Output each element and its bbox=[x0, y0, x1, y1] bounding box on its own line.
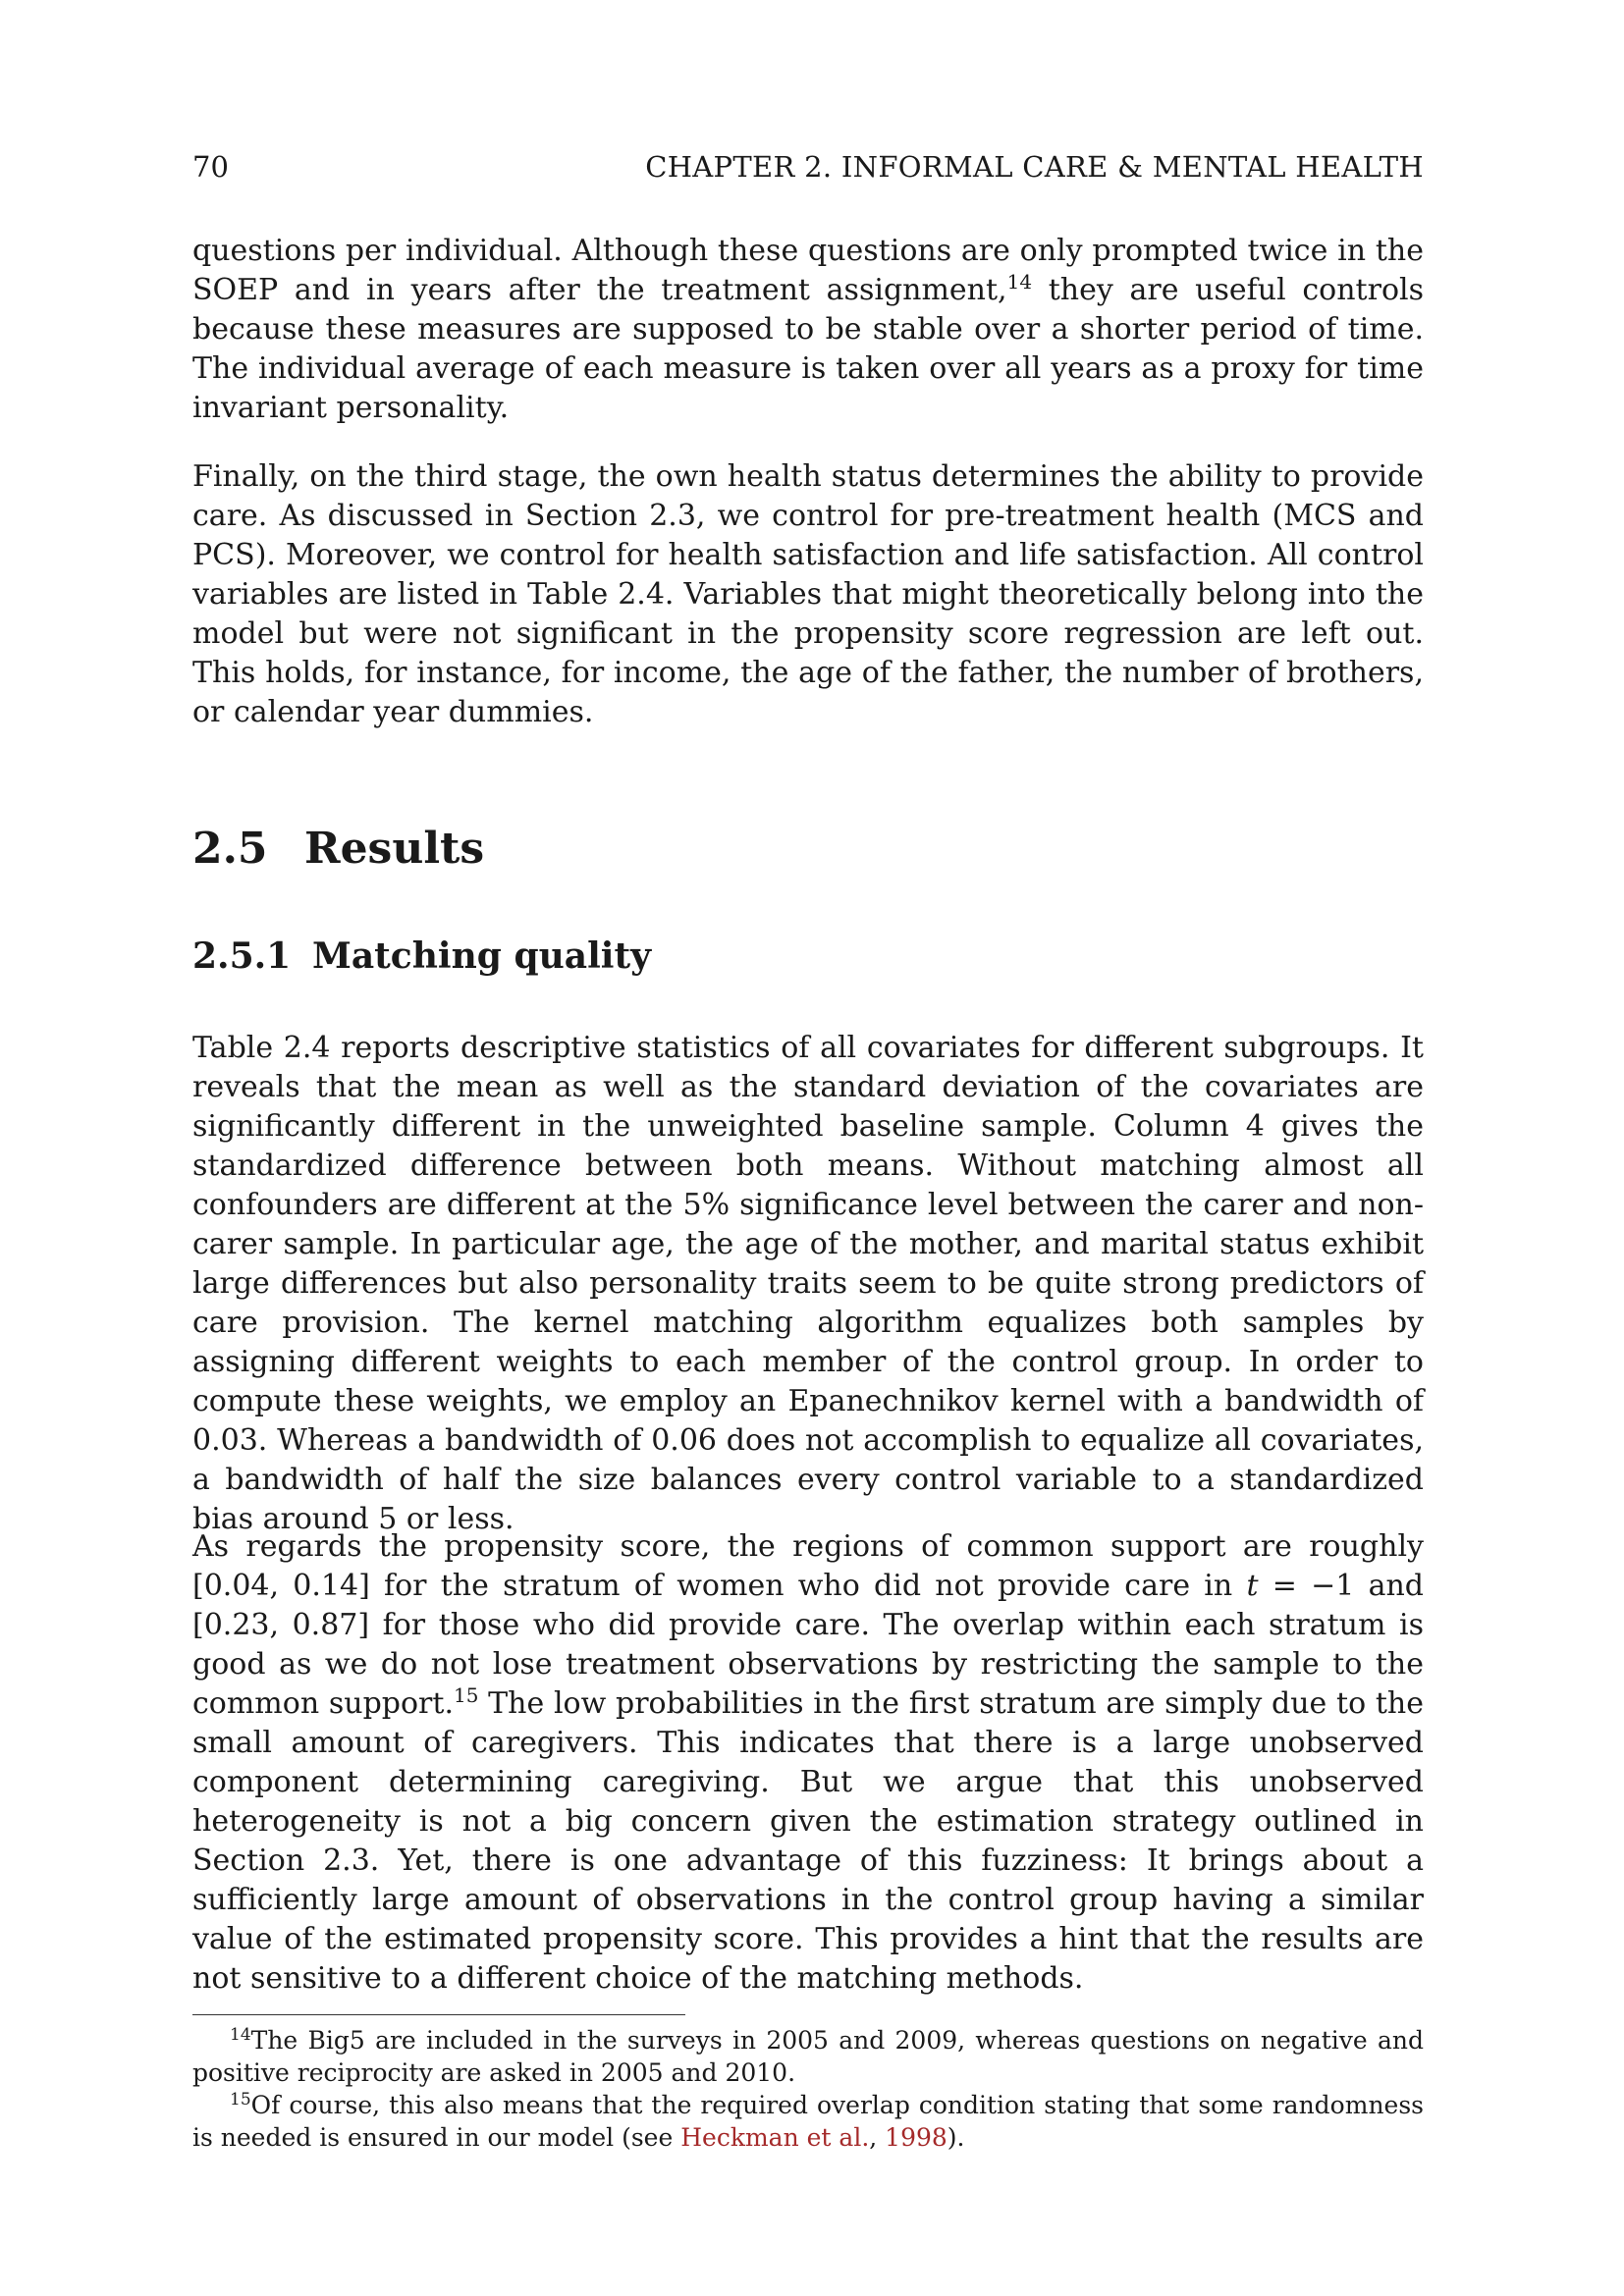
paragraph-health-controls: Finally, on the third stage, the own health status determines the ability to provide care. As discussed in Section 2.3, we control for pre-treatment health (MCS and PCS). Moreover, we control for health satisfaction and life satisfaction. All control variables are listed in Table 2.4. Variables that might theoretically belong into the model but were not significant in the propensity score regression are left out. This holds, for instance, for income, the age of the father, the number of brothers, or calendar year dummies. bbox=[192, 459, 1424, 729]
interval-stratum-2: [0.23, 0.87] bbox=[192, 1608, 370, 1642]
footnote-14: $^{14}$The Big5 are included in the surveys in 2005 and 2009, whereas questions on negative and positive reciprocity are asked in 2005 and 2010. bbox=[192, 2025, 1424, 2087]
footnote-mark: 14 bbox=[230, 2025, 251, 2045]
footnote-ref-14[interactable]: 14 bbox=[1006, 270, 1033, 294]
paragraph-personality-controls: questions per individual. Although these questions are only prompted twice in the SOEP and in years after the treatment assignment,$^{14}$ they are useful controls because these measures are supposed to be stable over a shorter period of time. The individual average of each measure is taken over all years as a proxy for time invariant personality. bbox=[192, 234, 1424, 425]
subsection-title: Matching quality bbox=[312, 935, 652, 977]
footnote-ref-15[interactable]: 15 bbox=[453, 1683, 479, 1707]
section-title: Results bbox=[304, 824, 485, 874]
subsection-number: 2.5.1 bbox=[192, 935, 292, 977]
footnote-divider bbox=[192, 2014, 685, 2015]
chapter-title: CHAPTER 2. INFORMAL CARE & MENTAL HEALTH bbox=[645, 150, 1424, 184]
interval-stratum-1: [0.04, 0.14] bbox=[192, 1569, 370, 1603]
page-number: 70 bbox=[192, 150, 229, 184]
footnote-15: $^{15}$Of course, this also means that the required overlap condition stating that some randomness is needed is ensured in our model (see Heckman et al., 1998). bbox=[192, 2090, 1424, 2152]
section-number: 2.5 bbox=[192, 824, 268, 874]
paragraph-common-support: As regards the propensity score, the regions of common support are roughly [0.04, 0.14] for the stratum of women who did not provide care in t = −1 and [0.23, 0.87] for those who did provide care. The overlap within each stratum is good as we do not lose treatment observations by restricting the sample to the common support.$^{15}$ The low probabilities in the first stratum are simply due to the small amount of caregivers. This indicates that there is a large unobserved component determining caregiving. But we argue that this unobserved heterogeneity is not a big concern given the estimation strategy outlined in Section 2.3. Yet, there is one advantage of this fuzziness: It brings about a sufficiently large amount of observations in the control group having a similar value of the estimated propensity score. This provides a hint that the results are not sensitive to a different choice of the matching methods. bbox=[192, 1529, 1425, 1996]
math-t-equals-minus-one: t = −1 bbox=[1246, 1569, 1355, 1603]
subsection-heading-matching-quality bbox=[192, 934, 651, 978]
citation-link-year[interactable]: 1998 bbox=[885, 2123, 947, 2152]
paragraph-matching-quality: Table 2.4 reports descriptive statistics of all covariates for different subgroups. It reveals that the mean as well as the standard deviation of the covariates are significantly different in the unweighted baseline sample. Column 4 gives the standardized difference between both means. Without matching almost all confounders are different at the 5% significance level between the carer and non-carer sample. In particular age, the age of the mother, and marital status exhibit large differences but also personality traits seem to be quite strong predictors of care provision. The kernel matching algorithm equalizes both samples by assigning different weights to each member of the control group. In order to compute these weights, we employ an Epanechnikov kernel with a bandwidth of 0.03. Whereas a bandwidth of 0.06 does not accomplish to equalize all covariates, a bandwidth of half the size balances every control variable to a standardized bias around 5 or less. bbox=[192, 1031, 1424, 1536]
citation-link-author[interactable]: Heckman et al. bbox=[680, 2123, 870, 2152]
section-heading-results bbox=[192, 823, 484, 876]
footnote-mark: 15 bbox=[230, 2090, 251, 2109]
